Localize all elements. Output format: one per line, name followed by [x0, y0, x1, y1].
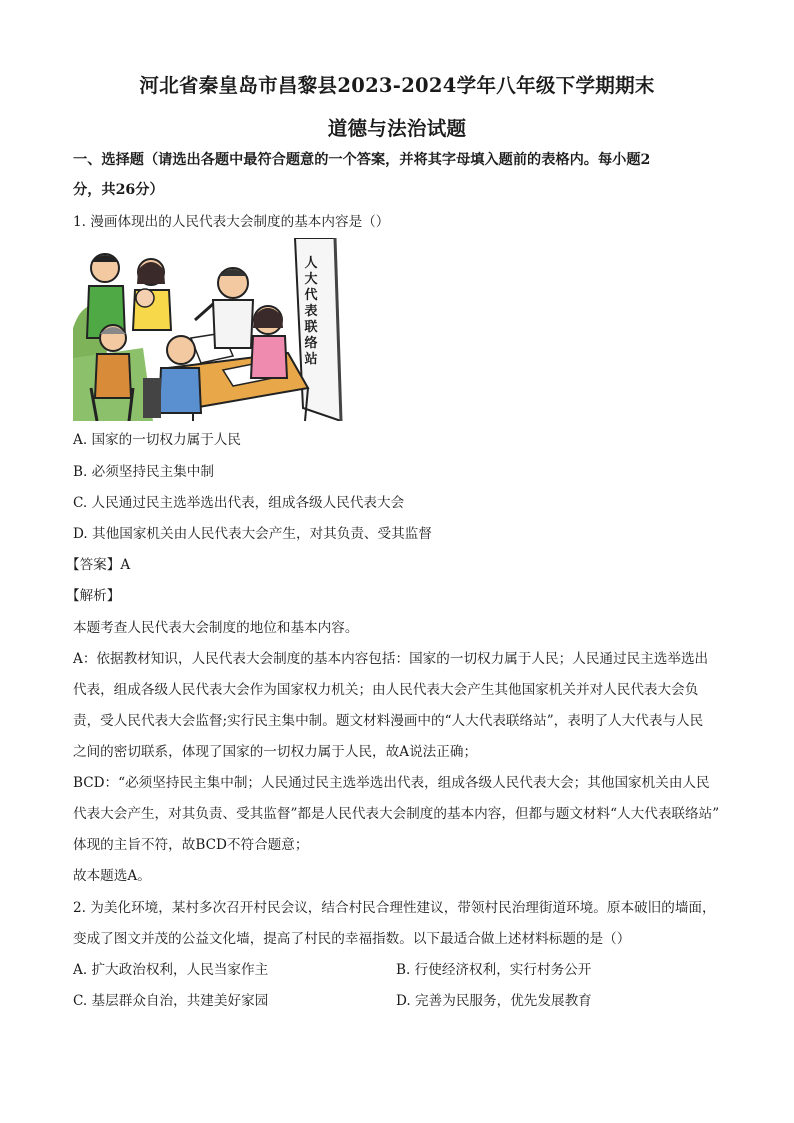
q1-analysis-line: 责，受人民代表大会监督;实行民主集中制。题文材料漫画中的“人大代表联络站”，表明了人大代表与人民	[73, 713, 704, 729]
q1-analysis-line: 代表大会产生，对其负责、受其监督”都是人民代表大会制度的基本内容，但都与题文材料“人大代表联络站”	[73, 806, 720, 822]
q1-option-b: B. 必须坚持民主集中制	[73, 464, 214, 480]
liaison-station-sign-text: 人大代表联络站	[304, 256, 318, 367]
q2-option-d: D. 完善为民服务，优先发展教育	[396, 993, 592, 1009]
q1-option-d: D. 其他国家机关由人民代表大会产生，对其负责、受其监督	[73, 526, 432, 542]
q1-analysis-line: 之间的密切联系，体现了国家的一切权力属于人民，故A说法正确；	[73, 744, 478, 760]
q1-analysis-line: A：依据教材知识，人民代表大会制度的基本内容包括：国家的一切权力属于人民；人民通过民主选举选出	[73, 651, 709, 667]
q1-answer: 【答案】A	[66, 557, 131, 573]
q2-option-a: A. 扩大政治权利，人民当家作主	[73, 962, 269, 978]
q1-option-c: C. 人民通过民主选举选出代表，组成各级人民代表大会	[73, 495, 405, 511]
q2-stem-cont: 变成了图文并茂的公益文化墙，提高了村民的幸福指数。以下最适合做上述材料标题的是（）	[73, 931, 631, 947]
section-heading: 一、选择题（请选出各题中最符合题意的一个答案，并将其字母填入题前的表格内。每小题2	[73, 152, 651, 168]
q1-option-a: A. 国家的一切权力属于人民	[73, 432, 241, 448]
q1-analysis-line: 代表，组成各级人民代表大会作为国家权力机关；由人民代表大会产生其他国家机关并对人民代表大会负	[73, 682, 699, 698]
q2-option-b: B. 行使经济权利，实行村务公开	[396, 962, 592, 978]
exam-subtitle: 道德与法治试题	[327, 117, 467, 140]
q1-analysis-label: 【解析】	[66, 588, 121, 604]
q1-analysis-line: 本题考查人民代表大会制度的地位和基本内容。	[73, 620, 359, 636]
q2-stem: 2. 为美化环境，某村多次召开村民会议，结合村民合理性建议，带领村民治理街道环境。原本破旧的墙面，	[73, 900, 716, 916]
exam-title: 河北省秦皇岛市昌黎县2023-2024学年八年级下学期期末	[139, 74, 655, 97]
q1-stem: 1. 漫画体现出的人民代表大会制度的基本内容是（）	[73, 214, 390, 230]
q1-analysis-line: 体现的主旨不符，故BCD不符合题意；	[73, 837, 309, 853]
q1-analysis-line: BCD：“必须坚持民主集中制；人民通过民主选举选出代表，组成各级人民代表大会；其他国家机关由人民	[73, 775, 710, 791]
q2-option-c: C. 基层群众自治，共建美好家园	[73, 993, 269, 1009]
section-heading-cont: 分，共26分）	[73, 182, 164, 198]
q1-analysis-line: 故本题选A。	[73, 868, 151, 884]
